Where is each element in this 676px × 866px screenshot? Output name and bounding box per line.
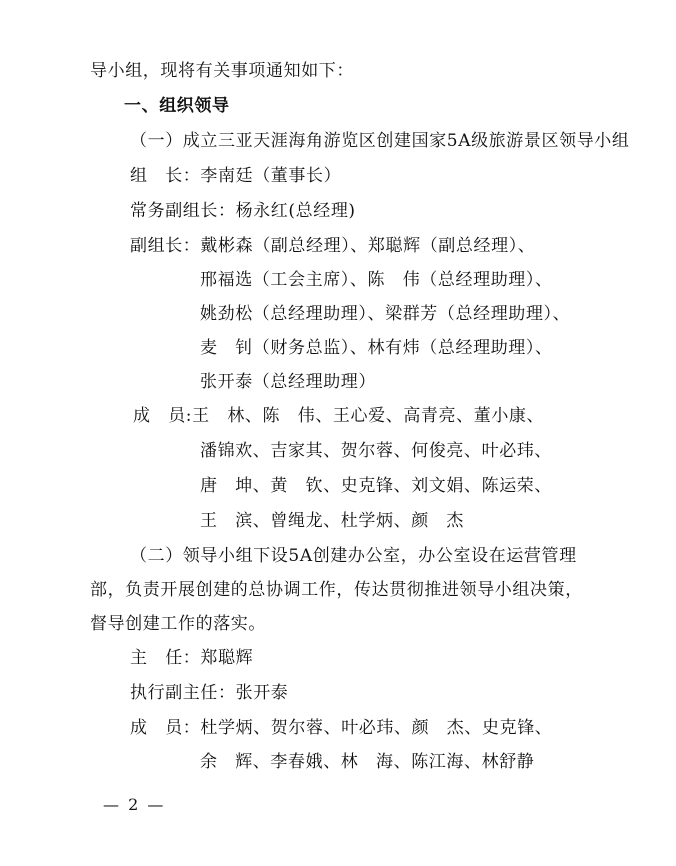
- exec-deputy-director-line: 执行副主任：张开泰: [130, 683, 289, 703]
- page-number: — 2 —: [103, 795, 166, 814]
- paragraph-line: 督导创建工作的落实。: [90, 614, 266, 634]
- member-line: 潘锦欢、吉家其、贺尔蓉、何俊亮、叶必玮、: [200, 441, 552, 461]
- paragraph-line: 部，负责开展创建的总协调工作，传达贯彻推进领导小组决策，: [90, 580, 583, 600]
- subsection-heading: （一）成立三亚天涯海角游览区创建国家5A级旅游景区领导小组: [130, 131, 630, 151]
- deputy-line: 副组长：戴彬森（副总经理）、郑聪辉（副总经理）、: [130, 236, 536, 256]
- leader-line: 组 长：李南廷（董事长）: [130, 166, 342, 186]
- exec-deputy-line: 常务副组长：杨永红(总经理): [130, 201, 356, 221]
- intro-text: 导小组，现将有关事项通知如下：: [90, 61, 354, 81]
- member-line: 唐 坤、黄 钦、史克锋、刘文娟、陈运荣、: [200, 476, 552, 496]
- office-member-line: 余 辉、李春娥、林 海、陈江海、林舒静: [200, 752, 535, 772]
- deputy-line: 姚劲松（总经理助理）、梁群芳（总经理助理）、: [200, 304, 571, 324]
- deputy-line: 麦 钊（财务总监）、林有炜（总经理助理）、: [200, 338, 553, 358]
- deputy-line: 张开泰（总经理助理）: [200, 372, 376, 392]
- office-member-line: 成 员：杜学炳、贺尔蓉、叶必玮、颜 杰、史克锋、: [130, 718, 553, 738]
- member-line: 王 滨、曾绳龙、杜学炳、颜 杰: [200, 511, 464, 531]
- paragraph-line: （二）领导小组下设5A创建办公室，办公室设在运营管理: [130, 546, 577, 566]
- member-line: 成 员:王 林、陈 伟、王心爱、高青亮、董小康、: [133, 406, 545, 426]
- deputy-line: 邢福选（工会主席）、陈 伟（总经理助理）、: [200, 270, 553, 290]
- section-heading: 一、组织领导: [124, 96, 230, 116]
- director-line: 主 任：郑聪辉: [130, 648, 254, 668]
